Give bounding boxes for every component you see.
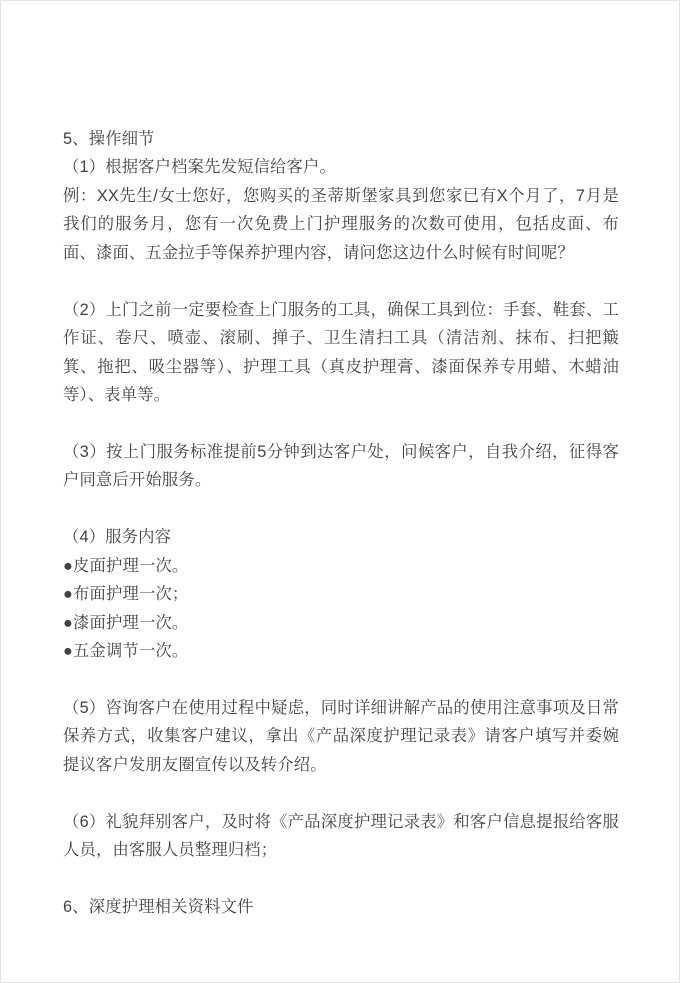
paragraph-step-3: （3）按上门服务标准提前5分钟到达客户处，问候客户，自我介绍，征得客户同意后开始服务。 [63, 442, 619, 490]
section-heading-6: 6、深度护理相关资料文件 [63, 898, 254, 917]
bullet-item-fabric: ●布面护理一次； [63, 585, 189, 604]
document-content [63, 125, 619, 922]
paragraph-step-1: （1）根据客户档案先发短信给客户。 [63, 158, 336, 177]
bullet-item-leather: ●皮面护理一次。 [63, 556, 189, 575]
paragraph-step-4: （4）服务内容 [63, 528, 172, 547]
paragraph-step-5: （5）咨询客户在使用过程中疑虑，同时详细讲解产品的使用注意事项及日常保养方式，收集客户建议，拿出《产品深度护理记录表》请客户填写并委婉提议客户发朋友圈宣传以及转介绍。 [63, 699, 619, 774]
bullet-item-paint: ●漆面护理一次。 [63, 613, 189, 632]
paragraph-step-6: （6）礼貌拜别客户，及时将《产品深度护理记录表》和客户信息提报给客服人员，由客服人员整理归档； [63, 812, 619, 860]
bullet-item-hardware: ●五金调节一次。 [63, 642, 189, 661]
section-heading-5: 5、操作细节 [63, 130, 155, 148]
paragraph-step-2: （2）上门之前一定要检查上门服务的工具，确保工具到位：手套、鞋套、工作证、卷尺、喷壶、滚刷、掸子、卫生清扫工具（清洁剂、抹布、扫把簸箕、拖把、吸尘器等）、护理工具（真皮护理膏、漆面保养专用蜡、木蜡油等）、表单等。 [63, 300, 619, 405]
paragraph-example: 例：XX先生/女士您好，您购买的圣蒂斯堡家具到您家已有X个月了，7月是我们的服务月，您有一次免费上门护理服务的次数可使用，包括皮面、布面、漆面、五金拉手等保养护理内容，请问您这边什么时候有时间呢？ [63, 186, 619, 262]
